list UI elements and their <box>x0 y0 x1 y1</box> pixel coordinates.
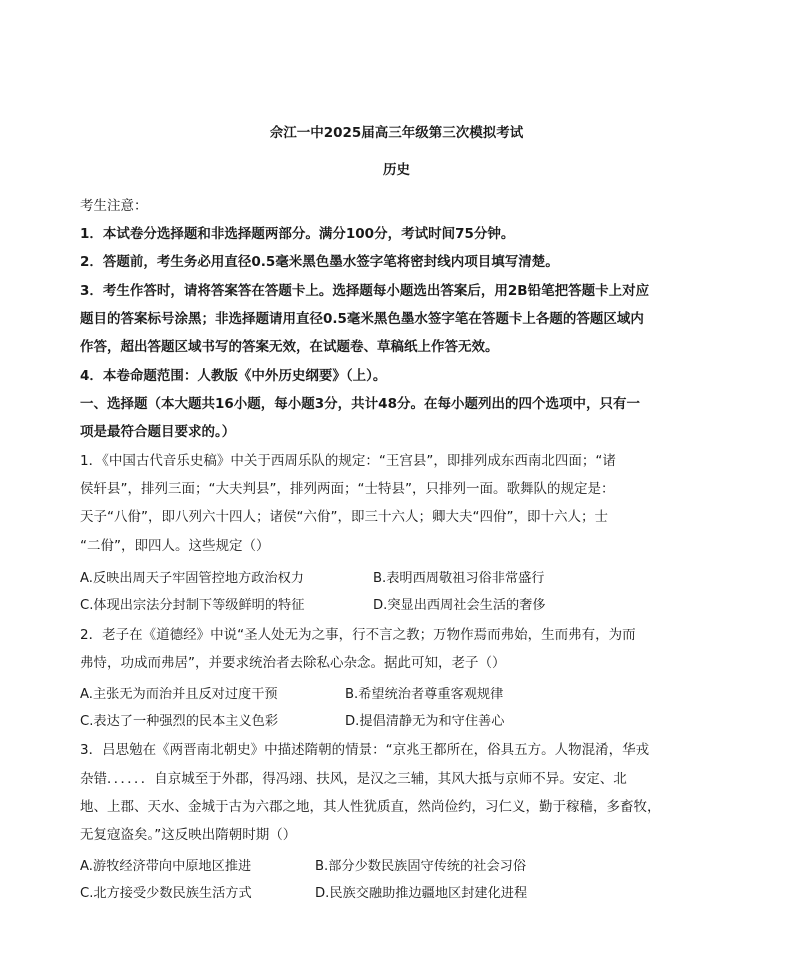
notice-item-4: 4．本卷命题范围：人教版《中外历史纲要》（上）。 <box>80 368 387 384</box>
question-3-option-d: D.民族交融助推边疆地区封建化进程 <box>315 886 528 901</box>
notice-heading: 考生注意： <box>80 198 148 214</box>
question-3-line: 3．吕思勉在《两晋南北朝史》中描述隋朝的情景：“京兆王都所在，俗具五方。人物混淆，华戎 <box>80 742 650 758</box>
question-1-option-b: B.表明西周敬祖习俗非常盛行 <box>373 571 545 586</box>
question-3-option-a: A.游牧经济带向中原地区推进 <box>80 859 252 874</box>
question-3-option-b: B.部分少数民族固守传统的社会习俗 <box>315 859 527 874</box>
notice-item-2: 2．答题前，考生务必用直径0.5毫米黑色墨水签字笔将密封线内项目填写清楚。 <box>80 254 559 270</box>
question-1-option-c: C.体现出宗法分封制下等级鲜明的特征 <box>80 598 305 613</box>
question-3-line: 无复寇盗矣。”这反映出隋朝时期（） <box>80 827 297 843</box>
section-heading: 一、选择题（本大题共16小题，每小题3分，共计48分。在每小题列出的四个选项中，只有一 <box>80 396 640 412</box>
question-1-option-a: A.反映出周天子牢固管控地方政治权力 <box>80 571 304 586</box>
question-1-option-d: D.突显出西周社会生活的奢侈 <box>373 598 546 613</box>
question-3-line: 杂错．．．．．．自京城至于外郡，得冯翊、扶风，是汉之三辅，其风大抵与京师不异。安定、北 <box>80 771 627 787</box>
question-1-line: 1．《中国古代音乐史稿》中关于西周乐队的规定：“王宫县”，即排列成东西南北四面；“诸 <box>80 453 616 469</box>
subject-title: 历史 <box>383 162 410 178</box>
question-2-option-d: D.提倡清静无为和守住善心 <box>345 714 505 729</box>
notice-item-3-cont2: 作答，超出答题区域书写的答案无效，在试题卷、草稿纸上作答无效。 <box>80 339 499 355</box>
notice-item-3: 3．考生作答时，请将答案答在答题卡上。选择题每小题选出答案后，用2B铅笔把答题卡上对应 <box>80 283 650 299</box>
question-1-line: 天子“八佾”，即八列六十四人；诸侯“六佾”，即三十六人；卿大夫“四佾”，即十六人；士 <box>80 509 608 525</box>
exam-title: 佘江一中2025届高三年级第三次模拟考试 <box>269 125 524 141</box>
question-1-line: 侯轩县”，排列三面；“大夫判县”，排列两面；“士特县”，只排列一面。歌舞队的规定是： <box>80 481 615 497</box>
notice-item-3-cont1: 题目的答案标号涂黑；非选择题请用直径0.5毫米黑色墨水签字笔在答题卡上各题的答题区域内 <box>80 311 644 327</box>
question-2-line: 2．老子在《道德经》中说“圣人处无为之事，行不言之教；万物作焉而弗始，生而弗有，为而 <box>80 627 636 643</box>
question-2-option-b: B.希望统治者尊重客观规律 <box>345 687 504 702</box>
section-heading-cont: 项是最符合题目要求的。） <box>80 424 236 440</box>
question-2-option-a: A.主张无为而治并且反对过度干预 <box>80 687 278 702</box>
notice-item-1: 1．本试卷分选择题和非选择题两部分。满分100分，考试时间75分钟。 <box>80 226 515 242</box>
question-3-line: 地、上郡、天水、金城于古为六郡之地，其人性犹质直，然尚俭约，习仁义，勤于稼穑，多畜牧， <box>80 799 661 815</box>
question-2-line: 弗恃，功成而弗居”，并要求统治者去除私心杂念。据此可知，老子（） <box>80 655 506 671</box>
question-1-line: “二佾”，即四人。这些规定（） <box>80 538 270 554</box>
question-3-option-c: C.北方接受少数民族生活方式 <box>80 886 252 901</box>
question-2-option-c: C.表达了一种强烈的民本主义色彩 <box>80 714 279 729</box>
